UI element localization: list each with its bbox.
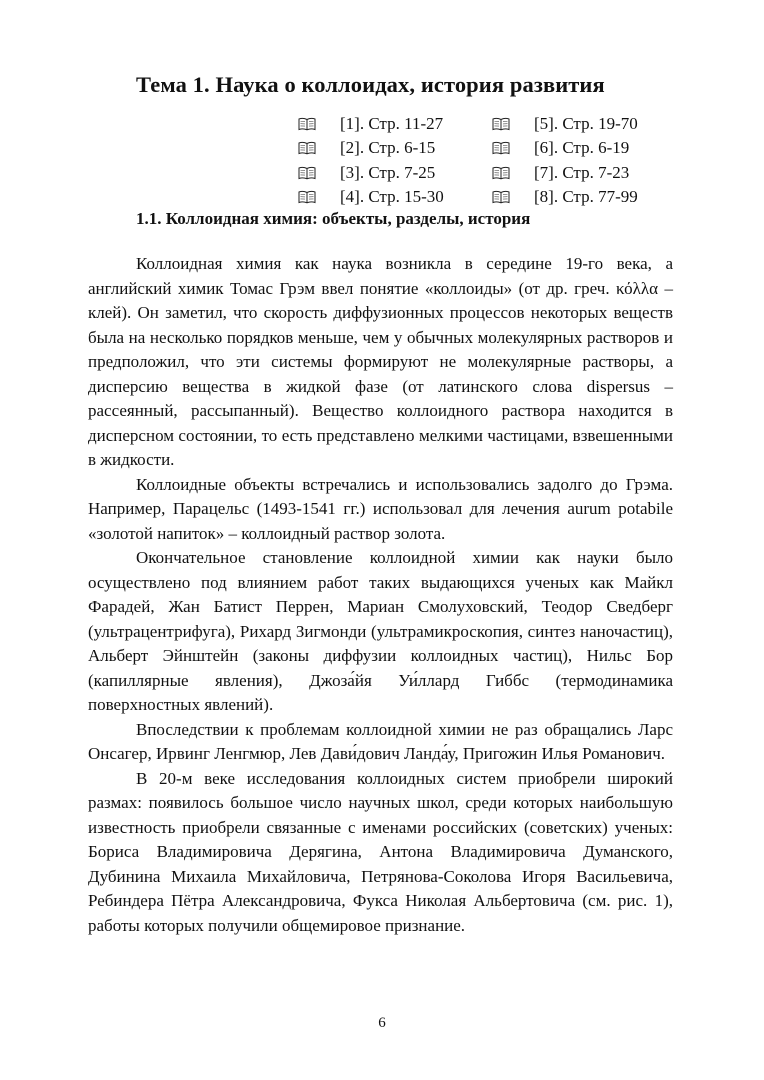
body-text [88,252,673,938]
reference-item [492,161,638,185]
open-book-icon [298,117,316,131]
reference-text: [7]. Стр. 7-23 [534,162,630,182]
reference-text: [5]. Стр. 19-70 [534,114,638,133]
open-book-icon [298,190,316,204]
paragraph: Коллоидные объекты встречались и использовались задолго до Грэма. Например, Парацельс (1493-1541 гг.) использовал для лечения aurum potabile «золотой напиток» – коллоидный раствор золота. [88,474,673,543]
reference-item [298,161,444,185]
reference-item [492,185,638,209]
reference-item [298,112,444,136]
open-book-icon [492,141,510,155]
section-title: 1.1. Коллоидная химия: объекты, разделы, история [136,209,531,228]
open-book-icon [492,117,510,131]
references-left-column [298,112,444,209]
reference-text: [6]. Стр. 6-19 [534,138,630,158]
references-right-column [492,112,638,209]
reference-item [492,136,638,160]
paragraph: Окончательное становление коллоидной химии как науки было осуществлено под влиянием работ таких выдающихся ученых как Майкл Фарадей, Жан Батист Перрен, Мариан Смолуховский, Теодор Сведберг (ультрацентрифуга), Рихард Зигмонди (ультрамикроскопия, синтез наночастиц), Альберт Эйнштейн (законы диффузии коллоидных частиц), Нильс Бор (капиллярные явления), Джоза́йя Уи́ллард Гиббс (термодинамика поверхностных явлений). [88,548,673,714]
open-book-icon [492,190,510,204]
reference-text: [8]. Стр. 77-99 [534,186,638,206]
topic-title: Тема 1. Наука о коллоидах, история развития [136,72,605,97]
open-book-icon [298,166,316,180]
paragraph: Впоследствии к проблемам коллоидной химии не раз обращались Ларс Онсагер, Ирвинг Ленгмюр, Лев Дави́дович Ланда́у, Пригожин Илья Романович. [88,719,673,763]
reference-item [298,185,444,209]
paragraph: В 20-м веке исследования коллоидных систем приобрели широкий размах: появилось большое число научных школ, среди которых наибольшую известность приобрели связанные с именами российских (советских) ученых: Бориса Владимировича Дерягина, Антона Владимировича Думанского, Дубинина Михаила Михайловича, Петрянова-Соколова Игоря Васильевича, Ребиндера Пётра Александровича, Фукса Николая Альбертовича (см. рис. 1), работы которых получили общемировое признание. [88,768,673,935]
reference-text: [1]. Стр. 11-27 [340,114,444,133]
reference-text: [4]. Стр. 15-30 [340,186,444,206]
paragraph: Коллоидная химия как наука возникла в середине 19-го века, а английский химик Томас Грэм ввел понятие «коллоиды» (от др. греч. κόλλα – клей). Он заметил, что скорость диффузионных процессов некоторых веществ была на несколько порядков меньше, чем у обычных молекулярных растворов и предположил, что эти системы формируют не молекулярные растворы, а дисперсию вещества в жидкой фазе (от латинского слова dispersus – рассеянный, рассыпанный). Вещество коллоидного раствора находится в дисперсном состоянии, то есть представлено мелкими частицами, взвешенными в жидкости. [88,254,673,469]
reference-text: [3]. Стр. 7-25 [340,162,436,182]
reference-item [492,112,638,136]
open-book-icon [298,141,316,155]
reference-text: [2]. Стр. 6-15 [340,138,436,158]
reference-item [298,136,444,160]
open-book-icon [492,166,510,180]
page-number: 6 [378,1015,386,1031]
